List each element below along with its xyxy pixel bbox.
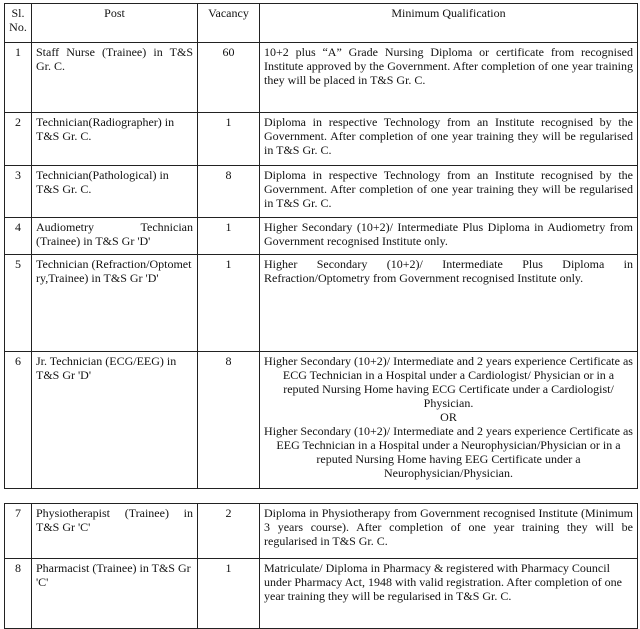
- post-cell: Technician(Pathological) in T&S Gr. C.: [32, 166, 198, 218]
- vacancy-cell: 60: [198, 43, 260, 113]
- post-cell: Technician(Radiographer) in T&S Gr. C.: [32, 113, 198, 166]
- qualification-cell: Higher Secondary (10+2)/ Intermediate Plus Diploma in Refraction/Optometry from Government recognised Institute only.: [260, 255, 638, 352]
- vacancy-cell: 1: [198, 559, 260, 629]
- page-gap: [5, 489, 638, 504]
- qualification-cell: Diploma in respective Technology from an Institute recognised by the Government. After completion of one year training they will be regularised in T&S Gr. C.: [260, 166, 638, 218]
- qualification-cell: Diploma in respective Technology from an Institute recognised by the Government. After completion of one year training they will be regularised in T&S Gr. C.: [260, 113, 638, 166]
- vacancy-cell: 1: [198, 255, 260, 352]
- table-row: [5, 43, 638, 113]
- table-row: [5, 166, 638, 218]
- sl-cell: 4: [5, 218, 32, 255]
- gap-cell: [5, 489, 638, 504]
- sl-cell: 1: [5, 43, 32, 113]
- post-cell: Audiometry Technician (Trainee) in T&S Gr 'D': [32, 218, 198, 255]
- sl-cell: 7: [5, 504, 32, 559]
- qualification-option-a: Higher Secondary (10+2)/ Intermediate and 2 years experience Certificate as ECG Technician in a Hospital under a Cardiologist/ Physician or in a reputed Nursing Home having ECG Certificate under a Cardiologist/ Physician.: [264, 354, 633, 410]
- qualification-cell: 10+2 plus “A” Grade Nursing Diploma or certificate from recognised Institute approved by the Government. After completion of one year training they will be placed in T&S Gr. C.: [260, 43, 638, 113]
- table-row: [5, 255, 638, 352]
- post-cell: Pharmacist (Trainee) in T&S Gr 'C': [32, 559, 198, 629]
- sl-cell: 8: [5, 559, 32, 629]
- table-row: [5, 218, 638, 255]
- vacancy-cell: 2: [198, 504, 260, 559]
- qualification-cell: Diploma in Physiotherapy from Government recognised Institute (Minimum 3 years course). After completion of one year training they will be regularised in T&S Gr. C.: [260, 504, 638, 559]
- sl-cell: 2: [5, 113, 32, 166]
- post-cell: Jr. Technician (ECG/EEG) in T&S Gr 'D': [32, 352, 198, 489]
- vacancy-cell: 8: [198, 352, 260, 489]
- sl-cell: 3: [5, 166, 32, 218]
- header-vacancy: Vacancy: [198, 4, 260, 43]
- qualification-or: OR: [440, 410, 457, 424]
- post-cell: Physiotherapist (Trainee) in T&S Gr 'C': [32, 504, 198, 559]
- sl-cell: 6: [5, 352, 32, 489]
- table-header-row: [5, 4, 638, 43]
- header-sl: Sl. No.: [5, 4, 32, 43]
- qualification-option-b: Higher Secondary (10+2)/ Intermediate and 2 years experience Certificate as EEG Technician in a Hospital under a Neurophysician/Physician or in a reputed Nursing Home having EEG Certificate under a Neurophysician/Physician.: [264, 424, 633, 480]
- vacancy-cell: 8: [198, 166, 260, 218]
- post-cell: Technician (Refraction/Optometry,Trainee) in T&S Gr 'D': [32, 255, 198, 352]
- table-row: [5, 113, 638, 166]
- header-post: Post: [32, 4, 198, 43]
- header-qualification: Minimum Qualification: [260, 4, 638, 43]
- vacancy-cell: 1: [198, 218, 260, 255]
- sl-cell: 5: [5, 255, 32, 352]
- qualification-cell: Higher Secondary (10+2)/ Intermediate Plus Diploma in Audiometry from Government recognised Institute only.: [260, 218, 638, 255]
- table-row: [5, 352, 638, 489]
- vacancy-table: [4, 3, 638, 629]
- vacancy-cell: 1: [198, 113, 260, 166]
- qualification-cell: Matriculate/ Diploma in Pharmacy & registered with Pharmacy Council under Pharmacy Act, 1948 with valid registration. After completion of one year training they will be regularised in T&S Gr. C.: [260, 559, 638, 629]
- qualification-cell: [260, 352, 638, 489]
- post-cell: Staff Nurse (Trainee) in T&S Gr. C.: [32, 43, 198, 113]
- table-row: [5, 559, 638, 629]
- table-row: [5, 504, 638, 559]
